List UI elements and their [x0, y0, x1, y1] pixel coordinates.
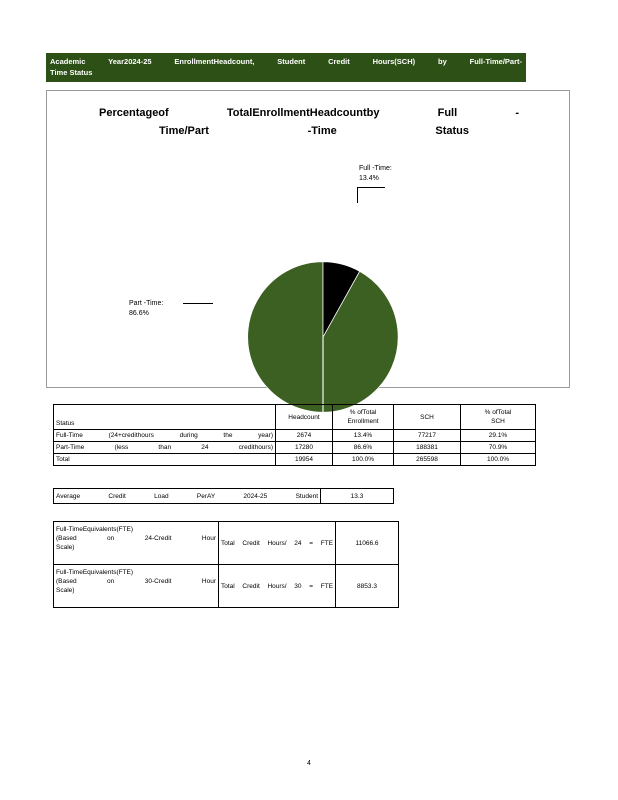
- table-row: [54, 430, 536, 442]
- col-header-pct-enrollment-l2: Enrollment: [347, 418, 379, 425]
- pie-leader-line-part: [183, 303, 213, 304]
- table-row: [54, 442, 536, 454]
- pie-label-full-time: [359, 164, 392, 184]
- col-header-pct-sch-l1: % ofTotal: [484, 409, 512, 416]
- table-header-row: [54, 405, 536, 430]
- pie-label-full-time-text: Full -Time:: [359, 165, 392, 172]
- cell-headcount-parttime: 17280: [276, 442, 333, 454]
- header-line-2: Time Status: [50, 68, 93, 77]
- cell-pct-sch-fulltime: 29.1%: [461, 430, 536, 442]
- chart-title: [99, 104, 519, 140]
- cell-pct-enrollment-parttime: 86.6%: [333, 442, 394, 454]
- col-header-pct-sch: [461, 405, 536, 430]
- average-credit-load-table: [53, 488, 394, 504]
- cell-sch-total: 265598: [394, 454, 461, 466]
- pie-label-part-time-text: Part -Time:: [129, 300, 164, 307]
- cell-headcount-total: 19954: [276, 454, 333, 466]
- pie-label-part-time-value: 86.6%: [129, 310, 149, 317]
- cell-status-fulltime: Full-Time (24+credithours during the year): [56, 432, 273, 439]
- cell-pct-enrollment-total: 100.0%: [333, 454, 394, 466]
- cell-pct-sch-parttime: 70.9%: [461, 442, 536, 454]
- col-header-pct-enrollment-l1: % ofTotal: [349, 409, 377, 416]
- col-header-sch: SCH: [394, 405, 461, 430]
- cell-pct-enrollment-fulltime: 13.4%: [333, 430, 394, 442]
- table-row: [54, 522, 399, 565]
- col-header-pct-sch-l2: SCH: [491, 418, 505, 425]
- col-header-pct-enrollment: [333, 405, 394, 430]
- chart-panel: [46, 90, 570, 388]
- cell-fte24-label-l1: Full-TimeEquivalents(FTE): [56, 526, 134, 533]
- cell-sch-parttime: 188381: [394, 442, 461, 454]
- enrollment-status-table: [53, 404, 536, 466]
- cell-fte24-label-l3: Scale): [56, 544, 75, 551]
- cell-fte30-formula: Total Credit Hours/ 30 = FTE: [221, 582, 333, 590]
- pie-chart-svg: [247, 261, 399, 413]
- cell-pct-sch-total: 100.0%: [461, 454, 536, 466]
- page-number: 4: [307, 760, 311, 767]
- cell-fte30-label-l2: (Based on 30-Credit Hour: [56, 578, 216, 585]
- fte-table: [53, 521, 399, 608]
- col-header-status: Status: [54, 405, 276, 430]
- pie-leader-line-full-2: [357, 187, 358, 203]
- cell-fte30-label-l1: Full-TimeEquivalents(FTE): [56, 569, 134, 576]
- cell-status-parttime: Part-Time (less than 24 credithours): [56, 444, 273, 451]
- cell-fte30-value: 8853.3: [336, 565, 399, 608]
- pie-label-full-time-value: 13.4%: [359, 175, 379, 182]
- table-row: [54, 565, 399, 608]
- table-row: [54, 489, 394, 504]
- cell-fte24-formula: Total Credit Hours/ 24 = FTE: [221, 539, 333, 547]
- table-row: [54, 454, 536, 466]
- report-header-banner: [46, 53, 526, 82]
- cell-fte24-label-l2: (Based on 24-Credit Hour: [56, 535, 216, 542]
- cell-headcount-fulltime: 2674: [276, 430, 333, 442]
- pie-chart: [247, 261, 399, 413]
- pie-label-part-time: [129, 299, 163, 319]
- chart-title-line-1: Percentageof TotalEnrollmentHeadcountby Full -: [99, 107, 519, 119]
- chart-title-line-2: Time/Part -Time Status: [159, 125, 469, 137]
- cell-fte30-label-l3: Scale): [56, 587, 75, 594]
- header-line-1: Academic Year2024-25 EnrollmentHeadcount, Student Credit Hours(SCH) by Full-Time/Part-: [50, 57, 522, 66]
- cell-fte24-value: 11066.6: [336, 522, 399, 565]
- cell-status-total: Total: [54, 454, 276, 466]
- pie-leader-line-full: [357, 187, 385, 188]
- cell-sch-fulltime: 77217: [394, 430, 461, 442]
- cell-average-load-label: Average Credit Load PerAY 2024-25 Student: [56, 492, 318, 500]
- cell-average-load-value: 13.3: [321, 489, 394, 504]
- col-header-headcount: Headcount: [276, 405, 333, 430]
